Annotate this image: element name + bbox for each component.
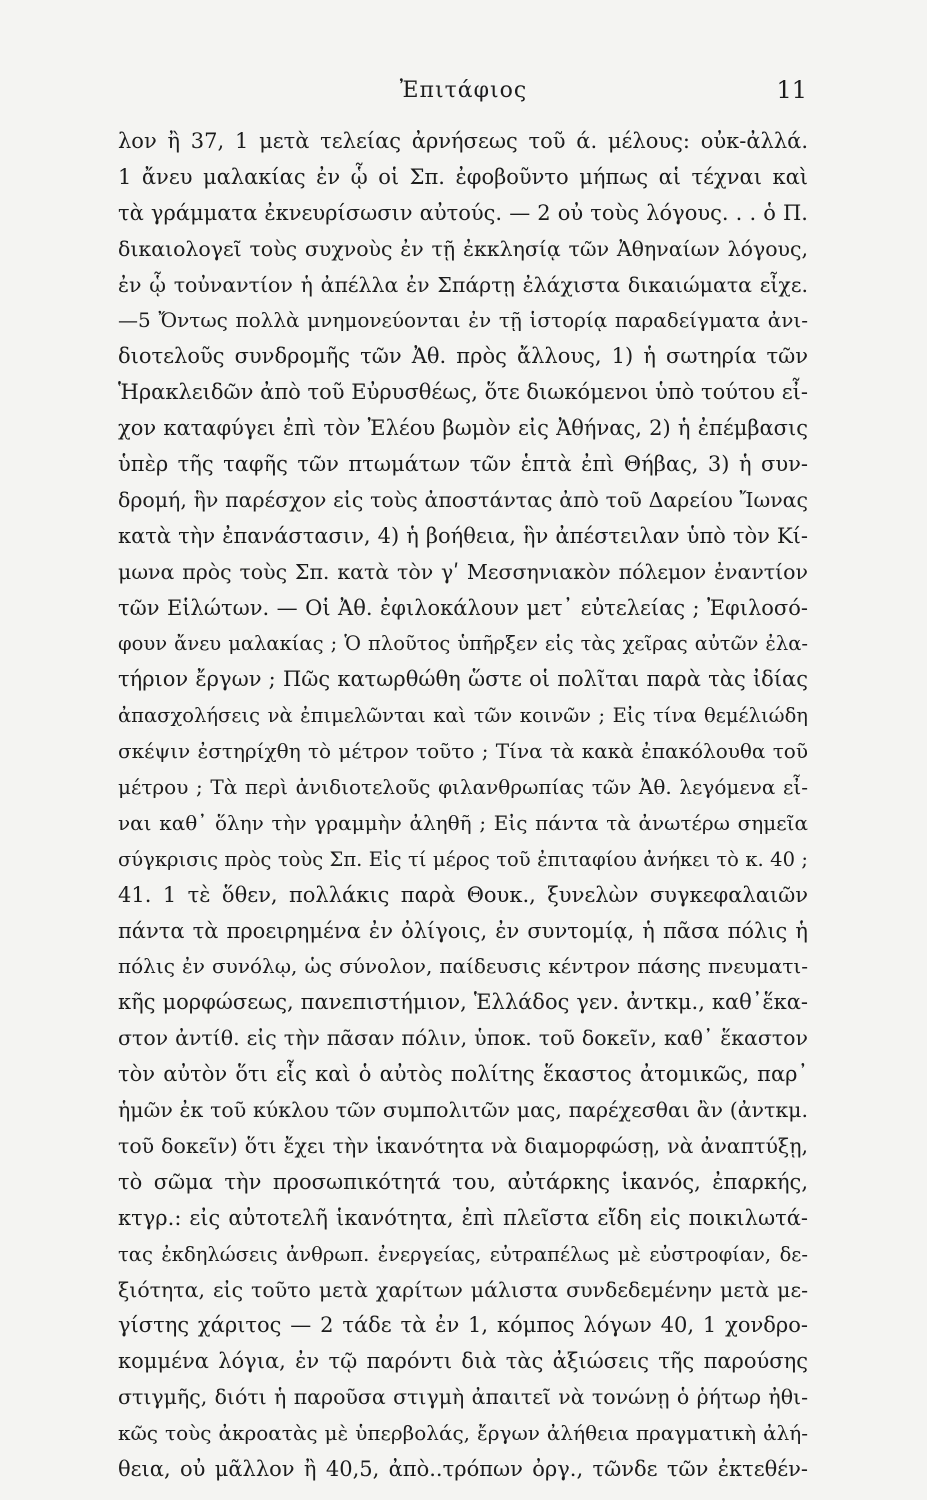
text-line: ξιότητα, εἰς τοῦτο μετὰ χαρίτων μάλιστα συνδεδεμένην μετὰ με- [118, 1277, 808, 1302]
text-line: σκέψιν ἐστηρίχθη τὸ μέτρον τοῦτο ; Τίνα τὰ κακὰ ἐπακόλουθα τοῦ [118, 739, 808, 764]
text-line: κῶς τοὺς ἀκροατὰς μὲ ὑπερβολάς, ἔργων ἀλήθεια πραγματικὴ ἀλή- [118, 1421, 808, 1446]
text-line: κατὰ τὴν ἐπανάστασιν, 4) ἡ βοήθεια, ἣν ἀπέστειλαν ὑπὸ τὸν Κί- [118, 523, 808, 548]
text-line: διοτελοῦς συνδρομῆς τῶν Ἀθ. πρὸς ἄλλους, 1) ἡ σωτηρία τῶν [118, 344, 808, 369]
page-number: 11 [776, 76, 807, 104]
text-line: μέτρου ; Τὰ περὶ ἀνιδιοτελοῦς φιλανθρωπίας τῶν Ἀθ. λεγόμενα εἶ- [118, 775, 808, 800]
text-line: Ἡρακλειδῶν ἀπὸ τοῦ Εὐρυσθέως, ὅτε διωκόμενοι ὑπὸ τούτου εἶ- [118, 380, 808, 405]
text-line: δρομή, ἣν παρέσχον εἰς τοὺς ἀποστάντας ἀπὸ τοῦ Δαρείου Ἴωνας [118, 487, 808, 512]
text-line: τας ἐκδηλώσεις ἀνθρωπ. ἐνεργείας, εὐτραπέλως μὲ εὐστροφίαν, δε- [118, 1242, 808, 1266]
text-line: ἀπασχολήσεις νὰ ἐπιμελῶνται καὶ τῶν κοινῶν ; Εἰς τίνα θεμέλιώδη [118, 704, 808, 728]
text-line: πάντα τὰ προειρημένα ἐν ὀλίγοις, ἐν συντομίᾳ, ἡ πᾶσα πόλις ἡ [118, 918, 808, 943]
text-line: λον ἢ 37, 1 μετὰ τελείας ἀρνήσεως τοῦ ά. μέλους: οὐκ-ἀλλά. [118, 129, 808, 153]
text-line: θεια, οὐ μᾶλλον ἢ 40,5, ἀπὸ..τρόπων ὀργ., τῶνδε τῶν ἐκτεθέν- [118, 1456, 808, 1481]
text-line: ἐν ᾧ τοὐναντίον ἡ ἀπέλλα ἐν Σπάρτῃ ἐλάχιστα δικαιώματα εἶχε. [118, 272, 808, 297]
text-line: ἡμῶν ἐκ τοῦ κύκλου τῶν συμπολιτῶν μας, παρέχεσθαι ἂν (ἀντκμ. [118, 1098, 808, 1123]
text-line: στιγμῆς, διότι ἡ παροῦσα στιγμὴ ἀπαιτεῖ νὰ τονώνῃ ὁ ῥήτωρ ἠθι- [118, 1385, 808, 1410]
text-line: κῆς μορφώσεως, πανεπιστήμιον, Ἑλλάδος γεν. ἀντκμ., καθ᾽ἕκα- [118, 990, 808, 1015]
text-line: τῶν Εἱλώτων. — Οἱ Ἀθ. ἐφιλοκάλουν μετ᾽ εὐτελείας ; Ἐφιλοσό- [118, 595, 808, 620]
text-line: 41. 1 τὲ ὅθεν, πολλάκις παρὰ Θουκ., ξυνελὼν συγκεφαλαιῶν [118, 882, 808, 907]
text-line: πόλις ἐν συνόλῳ, ὡς σύνολον, παίδευσις κέντρον πάσης πνευματι- [118, 954, 808, 979]
running-header [120, 74, 807, 114]
text-line: γίστης χάριτος — 2 τάδε τὰ ἐν 1, κόμπος λόγων 40, 1 χονδρο- [118, 1313, 808, 1338]
text-line: δικαιολογεῖ τοὺς συχνοὺς ἐν τῇ ἐκκλησίᾳ τῶν Ἀθηναίων λόγους, [118, 236, 808, 261]
text-line: τὸν αὐτὸν ὅτι εἷς καὶ ὁ αὐτὸς πολίτης ἕκαστος ἀτομικῶς, παρ᾽ [118, 1062, 808, 1087]
text-line: κομμένα λόγια, ἐν τῷ παρόντι διὰ τὰς ἀξιώσεις τῆς παρούσης [118, 1349, 808, 1374]
text-line: στον ἀντίθ. εἰς τὴν πᾶσαν πόλιν, ὑποκ. τοῦ δοκεῖν, καθ᾽ ἕκαστον [118, 1026, 808, 1051]
text-line: χον καταφύγει ἐπὶ τὸν Ἐλέου βωμὸν εἰς Ἀθήνας, 2) ἡ ἐπέμβασις [118, 416, 808, 441]
text-line: μωνα πρὸς τοὺς Σπ. κατὰ τὸν γʹ Μεσσηνιακὸν πόλεμον ἐναντίον [118, 559, 808, 584]
text-line: 1 ἄνευ μαλακίας ἐν ᾧ οἱ Σπ. ἐφοβοῦντο μήπως αἱ τέχναι καὶ [118, 164, 808, 189]
text-line: σύγκρισις πρὸς τοὺς Σπ. Εἰς τί μέρος τοῦ ἐπιταφίου ἀνήκει τὸ κ. 40 ; [118, 847, 808, 871]
text-line: τήριον ἔργων ; Πῶς κατωρθώθη ὥστε οἱ πολῖται παρὰ τὰς ἰδίας [118, 667, 808, 692]
text-line: ναι καθ᾽ ὅλην τὴν γραμμὴν ἀληθῆ ; Εἰς πάντα τὰ ἀνωτέρω σημεῖα [118, 810, 808, 835]
text-line: τὸ σῶμα τὴν προσωπικότητά του, αὐτάρκης ἱκανός, ἐπαρκής, [118, 1169, 808, 1194]
text-line: κτγρ.: εἰς αὐτοτελῆ ἱκανότητα, ἐπὶ πλεῖστα εἴδη εἰς ποικιλωτά- [118, 1205, 808, 1230]
commentary-text [118, 124, 808, 1488]
running-title: Ἐπιτάφιος [399, 78, 528, 103]
text-line: τὰ γράμματα ἐκνευρίσωσιν αὐτούς. — 2 οὐ τοὺς λόγους. . . ὁ Π. [118, 200, 808, 225]
text-line: τοῦ δοκεῖν) ὅτι ἔχει τὴν ἱκανότητα νὰ διαμορφώσῃ, νὰ ἀναπτύξῃ, [118, 1133, 808, 1158]
text-line: φουν ἄνευ μαλακίας ; Ὁ πλοῦτος ὑπῆρξεν εἰς τὰς χεῖρας αὐτῶν ἐλα- [118, 632, 808, 656]
text-line: ὑπὲρ τῆς ταφῆς τῶν πτωμάτων τῶν ἑπτὰ ἐπὶ Θήβας, 3) ἡ συν- [118, 452, 808, 477]
text-line: —5 Ὄντως πολλὰ μνημονεύονται ἐν τῇ ἱστορίᾳ παραδείγματα ἀνι- [118, 308, 808, 333]
